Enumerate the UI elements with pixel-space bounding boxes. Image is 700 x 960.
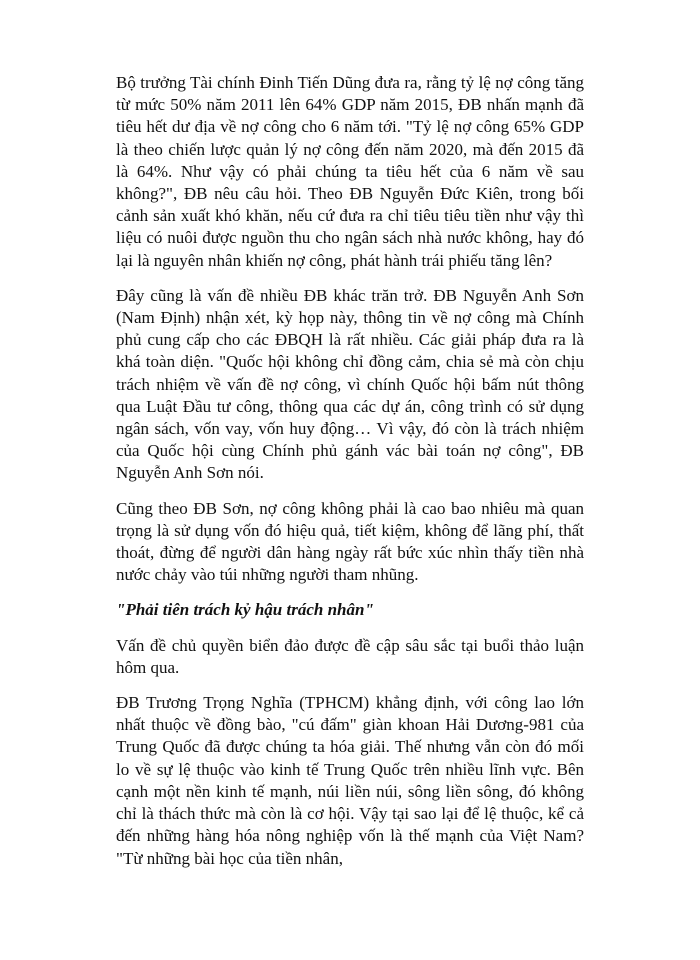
paragraph-economic-dependence: ĐB Trương Trọng Nghĩa (TPHCM) khẳng định, với công lao lớn nhất thuộc về đồng bào, "cú đấm" giàn khoan Hải Dương-981 của Trung Quốc đã được chúng ta hóa giải. Thế nhưng vẫn còn đó mối lo về sự lệ thuộc vào kinh tế Trung Quốc trên nhiều lĩnh vực. Bên cạnh một nền kinh tế mạnh, núi liền núi, sông liền sông, đó không chỉ là thách thức mà còn là cơ hội. Vậy tại sao lại để lệ thuộc, kể cả đến những hàng hóa nông nghiệp vốn là thế mạnh của Việt Nam? "Từ những bài học của tiền nhân, xyxy=(116,693,584,868)
document-page xyxy=(116,72,584,883)
paragraph-sovereignty-discussion: Vấn đề chủ quyền biển đảo được đề cập sâu sắc tại buổi thảo luận hôm qua. xyxy=(116,635,584,677)
paragraph-public-debt-ratio: Bộ trưởng Tài chính Đinh Tiến Dũng đưa ra, rằng tỷ lệ nợ công tăng từ mức 50% năm 2011 lên 64% GDP năm 2015, ĐB nhấn mạnh đã tiêu hết dư địa về nợ công cho 6 năm tới. "Tỷ lệ nợ công 65% GDP là theo chiến lược quản lý nợ công đến năm 2020, mà đến 2015 đã là 64%. Như vậy có phải chúng ta tiêu hết của 6 năm về sau không?", ĐB nêu câu hỏi. Theo ĐB Nguyễn Đức Kiên, trong bối cảnh sản xuất khó khăn, nếu cứ đưa ra chỉ tiêu tiêu tiền như vậy thì liệu có nuôi được nguồn thu cho ngân sách nhà nước không, hay đó lại là nguyên nhân khiến nợ công, phát hành trái phiếu tăng lên? xyxy=(116,73,584,270)
paragraph-efficient-use-of-capital: Cũng theo ĐB Sơn, nợ công không phải là cao bao nhiêu mà quan trọng là sử dụng vốn đó hiệu quả, tiết kiệm, không để lãng phí, thất thoát, đừng để người dân hàng ngày rất bức xúc nhìn thấy tiền nhà nước chảy vào túi những người tham nhũng. xyxy=(116,498,584,585)
section-heading: "Phải tiên trách kỷ hậu trách nhân" xyxy=(116,600,374,620)
paragraph-national-assembly-responsibility: Đây cũng là vấn đề nhiều ĐB khác trăn trở. ĐB Nguyễn Anh Sơn (Nam Định) nhận xét, kỳ họp này, thông tin về nợ công mà Chính phủ cung cấp cho các ĐBQH là rất nhiều. Các giải pháp đưa ra là khá toàn diện. "Quốc hội không chỉ đồng cảm, chia sẻ mà còn chịu trách nhiệm về vấn đề nợ công, vì chính Quốc hội bấm nút thông qua Luật Đầu tư công, thông qua các dự án, công trình có sử dụng ngân sách, vốn vay, vốn huy động… Vì vậy, đó còn là trách nhiệm của Quốc hội cùng Chính phủ gánh vác bài toán nợ công", ĐB Nguyễn Anh Sơn nói. xyxy=(116,285,584,483)
